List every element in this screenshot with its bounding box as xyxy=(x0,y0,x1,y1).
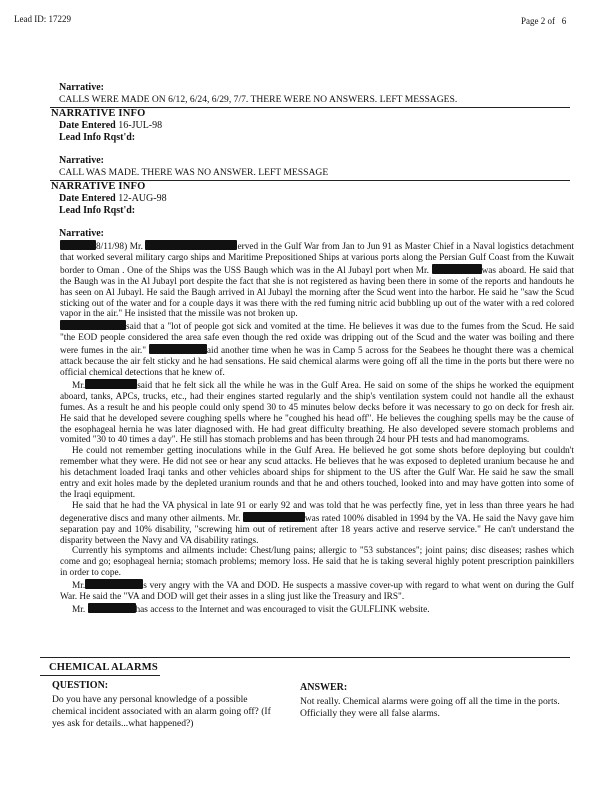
redaction xyxy=(149,344,207,354)
date-entered-value: 16-JUL-98 xyxy=(118,120,163,131)
title-underline xyxy=(40,675,160,676)
paragraph-4: He could not remember getting inoculations while in the Gulf Area. He believed he got some shots before deploying but couldn't remember what they were. He did not see or hear any scud attacks. He believes that he was exposed to depleted uranium because he and his detachment loaded Iraqi tanks and other vehicles aboard ships for shipment to the US after the Gulf War. He said he saw the small entry and exit holes made by the depleted uranium rounds and that he and others touched, looked into and may have gotten into some of the Iraqi equipment. xyxy=(60,446,574,500)
answer-text: Not really. Chemical alarms were going off all the time in the ports. Officially they were all false alarms. xyxy=(300,696,560,719)
lead-info-rqstd-2: Lead Info Rqst'd: xyxy=(59,205,136,216)
paragraph-8 xyxy=(60,603,574,616)
page-total: 6 xyxy=(561,16,567,26)
page-number: 2 xyxy=(540,16,546,26)
redaction xyxy=(85,579,143,589)
divider-3 xyxy=(40,657,570,658)
p7-part-a: Mr. xyxy=(72,581,86,592)
page-indicator xyxy=(521,16,566,26)
redaction xyxy=(432,264,482,274)
p8-part-a: Mr. xyxy=(72,605,86,615)
lead-id: Lead ID: 17229 xyxy=(14,14,71,24)
paragraph-5 xyxy=(60,501,574,547)
redaction xyxy=(88,603,136,613)
narrative-info-title-1: NARRATIVE INFO xyxy=(51,108,146,119)
redaction xyxy=(60,240,96,250)
p1-part-a: 8/11/98) Mr. xyxy=(96,242,143,252)
date-entered-label: Date Entered xyxy=(59,120,116,131)
date-entered-1 xyxy=(59,120,162,131)
p3-part-a: Mr. xyxy=(72,380,86,391)
redaction xyxy=(85,379,137,389)
lead-info-rqstd-1: Lead Info Rqst'd: xyxy=(59,132,136,143)
paragraph-7 xyxy=(60,579,574,603)
p5-part-a: He said that he had the VA physical in late 91 or early 92 and was told that he was perfectly fine, yet in less than three years he had degenerative discs and many other ailments. Mr. xyxy=(60,500,574,524)
date-entered-label: Date Entered xyxy=(59,193,116,204)
redaction xyxy=(145,240,237,250)
narrative-body xyxy=(60,240,574,616)
date-entered-value: 12-AUG-98 xyxy=(118,193,167,204)
answer-label: ANSWER: xyxy=(300,682,348,693)
p2-part-a: said that a "lot of people got sick and vomited at the time. He believes it was due to the fumes from the Scud. He said "the EOD people considered the area safe even though the red oxide was dripping out of the Scud and the water was boiling and there were fumes in the air." xyxy=(60,322,574,357)
paragraph-2 xyxy=(60,320,574,379)
paragraph-3 xyxy=(60,379,574,446)
page-of: of xyxy=(547,16,555,26)
paragraph-6: Currently his symptoms and ailments include: Chest/lung pains; allergic to "53 substances"; joint pains; disc diseases; rashes which come and go; esophageal hernia; stomach problems; memory loss. He said that he is taking several highly potent prescription painkillers in order to cope. xyxy=(60,546,574,579)
chemical-alarms-title: CHEMICAL ALARMS xyxy=(49,662,158,673)
narrative-info-title-2: NARRATIVE INFO xyxy=(51,181,146,192)
p7-part-b: s very angry with the VA and DOD. He suspects a massive cover-up with regard to what went on during the Gulf War. He said the "VA and DOD will get their asses in a sling just like the Treasury and IRS". xyxy=(60,581,574,603)
p8-part-b: has access to the Internet and was encouraged to visit the GULFLINK website. xyxy=(135,605,430,615)
question-text: Do you have any personal knowledge of a possible chemical incident associated with an alarm going off? (If yes ask for details...what happened?) xyxy=(52,694,271,729)
p2-part-b: aid another time when he was in Camp 5 across for the Seabees he thought there was a chemical attack because the air felt sticky and he had sensations. He said chemical alarms were going off all the time in the ports but there were no official chemical detections that he knew of. xyxy=(60,346,575,378)
narrative-label-2: Narrative: xyxy=(59,155,104,166)
narrative-label-1: Narrative: xyxy=(59,82,104,93)
p1-part-b: erved in the Gulf War from Jan to Jun 91 as Master Chief in a Naval logistics detachment that worked several military cargo ships and Maritime Prepositioned Ships at various ports along the Persian Gulf Coast from the Kuwait border to Oman . One of the Ships was the USS Baugh which was in the Al Jubayl port when Mr. xyxy=(60,242,574,276)
p5-part-b: was rated 100% disabled in 1994 by the VA. He said the Navy gave him separation pay and 10% disability, "screwing him out of retirement after 18 years active and reserve service." He can't understand the disparity between the Navy and VA disability ratings. xyxy=(60,513,574,546)
p3-part-b: said that he felt sick all the while he was in the Gulf Area. He said on some of the ships he worked the equipment aboard, tanks, APCs, trucks, etc., had their engines started regularly and the ship's ventilation system could not handle all the exhaust fumes. As a result he and his people could only spend 30 to 45 minutes below decks before it was necessary to go on deck for fresh air. He said that he developed severe coughing spells where he "coughed his head off". He believes the coughing spells may be the cause of the esophageal hernia he was later diagnosed with. He had great difficulty breathing. He also developed severe stomach problems and vomited "30 to 40 times a day". He still has stomach problems and has been through 24 hour PH tests and had manomograms. xyxy=(60,380,574,446)
paragraph-1 xyxy=(60,240,574,320)
narrative-text-2: CALL WAS MADE. THERE WAS NO ANSWER. LEFT MESSAGE xyxy=(59,167,329,178)
p1-part-c: was aboard. He said that the Baugh was in the Al Jubayl port despite the fact that she is not registered as having been there in some of the reports and handouts he has seen on Al Jubayl. He said the Baugh arrived in Al Jubayl the morning after the Scud went into the harbor. He said he "saw the Scud sticking out of the water and for a couple days it was there with the red fuming nitric acid bubbling up out of the water with a red colored vapor in the air." He insisted that the missile was not broken up. xyxy=(60,265,575,320)
narrative-text-1: CALLS WERE MADE ON 6/12, 6/24, 6/29, 7/7. THERE WERE NO ANSWERS. LEFT MESSAGES. xyxy=(59,94,458,105)
question-label: QUESTION: xyxy=(52,680,109,691)
redaction xyxy=(243,512,305,522)
redaction xyxy=(60,320,126,330)
narrative-label-3: Narrative: xyxy=(59,228,104,239)
page-word: Page xyxy=(521,16,539,26)
date-entered-2 xyxy=(59,193,167,204)
